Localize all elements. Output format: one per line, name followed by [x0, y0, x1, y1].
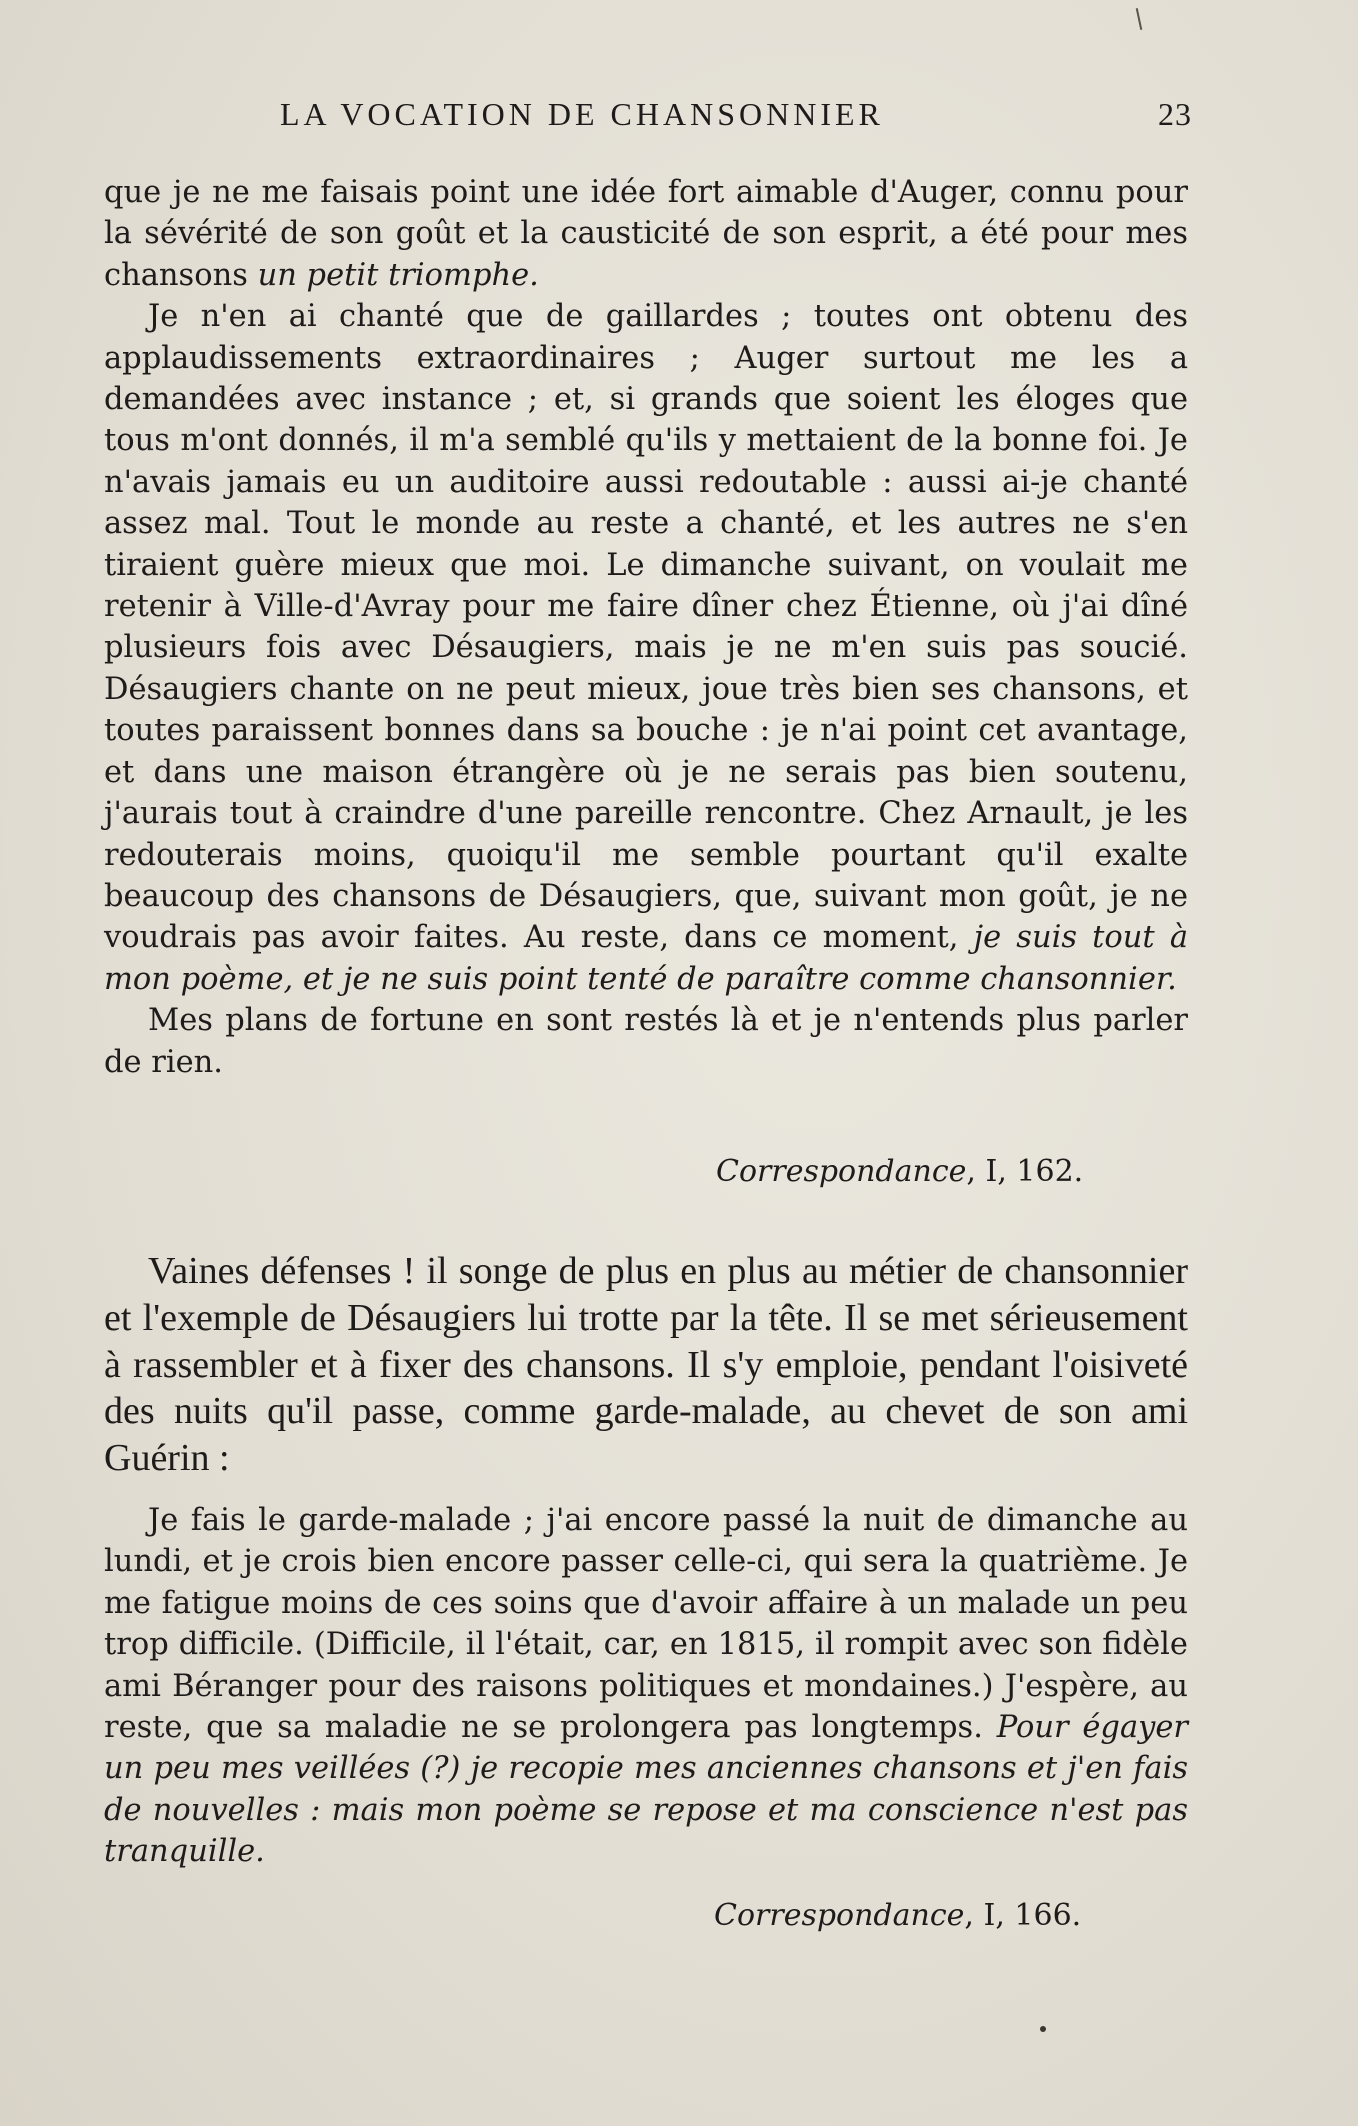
quote1-source-ref: , I, 162. [966, 1154, 1084, 1189]
quote1-source-work: Correspondance [716, 1154, 967, 1189]
running-title: LA VOCATION DE CHANSONNIER [280, 96, 884, 132]
quote2-source [714, 1898, 1081, 1933]
quote1-paragraph-2 [104, 296, 1188, 1000]
quote1-p1-text: que je ne me faisais point une idée fort aimable d'Auger, connu pour la sévérité de son goût et la causticité de son esprit, a été pour mes chansons [104, 175, 1188, 293]
page-header [104, 96, 1192, 144]
quote1-source [716, 1154, 1083, 1189]
paper-speck [1040, 2026, 1046, 2032]
quote1-p2-text: Je n'en ai chanté que de gaillardes ; toutes ont obtenu des applaudissements extraordinaires ; Auger surtout me les a demandées avec instance ; et, si grands que soient les éloges que tous m'ont donnés, il m'a semblé qu'ils y mettaient de la bonne foi. Je n'avais jamais eu un auditoire aussi redoutable : aussi ai-je chanté assez mal. Tout le monde au reste a chanté, et les autres ne s'en tiraient guère mieux que moi. Le dimanche suivant, on voulait me retenir à Ville-d'Avray pour me faire dîner chez Étienne, où j'ai dîné plusieurs fois avec Désaugiers, mais je ne m'en suis pas soucié. Désaugiers chante on ne peut mieux, joue très bien ses chansons, et toutes paraissent bonnes dans sa bouche : je n'ai point cet avantage, et dans une maison étrangère où je ne serais pas bien soutenu, j'aurais tout à craindre d'une pareille rencontre. Chez Arnault, je les redouterais moins, quoiqu'il me semble pourtant qu'il exalte beaucoup des chansons de Désaugiers, que, suivant mon goût, je ne voudrais pas avoir faites. Au reste, dans ce moment, [104, 299, 1188, 956]
quote-block-2 [104, 1500, 1188, 1873]
narrative-paragraph: Vaines défenses ! il songe de plus en plus au métier de chansonnier et l'exemple de Désaugiers lui trotte par la tête. Il se met sérieusement à rassembler et à fixer des chansons. Il s'y emploie, pendant l'oisiveté des nuits qu'il passe, comme garde-malade, au chevet de son ami Guérin : [104, 1250, 1188, 1480]
narrative-block [104, 1248, 1188, 1482]
page-number: 23 [1158, 96, 1192, 132]
quote1-paragraph-3: Mes plans de fortune en sont restés là et je n'entends plus parler de rien. [104, 1003, 1188, 1080]
quote2-source-ref: , I, 166. [964, 1898, 1082, 1933]
quote2-source-work: Correspondance [714, 1898, 965, 1933]
quote1-p1-italic: un petit triomphe. [257, 257, 539, 293]
quote-block-1 [104, 172, 1188, 1083]
book-page [104, 0, 1192, 2126]
quote2-italic: Pour égayer un peu mes veillées (?) je recopie mes anciennes chansons et j'en fais de nouvelles : mais mon poème se repose et ma conscience n'est pas tranquille. [104, 1710, 1189, 1870]
quote1-paragraph-1 [104, 172, 1188, 296]
quote2-paragraph [104, 1500, 1188, 1873]
quote2-text: Je fais le garde-malade ; j'ai encore passé la nuit de dimanche au lundi, et je crois bien encore passer celle-ci, qui sera la quatrième. Je me fatigue moins de ces soins que d'avoir affaire à un malade un peu trop difficile. (Difficile, il l'était, car, en 1815, il rompit avec son fidèle ami Béranger pour des raisons politiques et mondaines.) J'espère, au reste, que sa maladie ne se prolongera pas longtemps. [104, 1503, 1188, 1746]
quote1-p2-italic: je suis tout à mon poème, et je ne suis point tenté de paraître comme chansonnier. [104, 920, 1189, 997]
